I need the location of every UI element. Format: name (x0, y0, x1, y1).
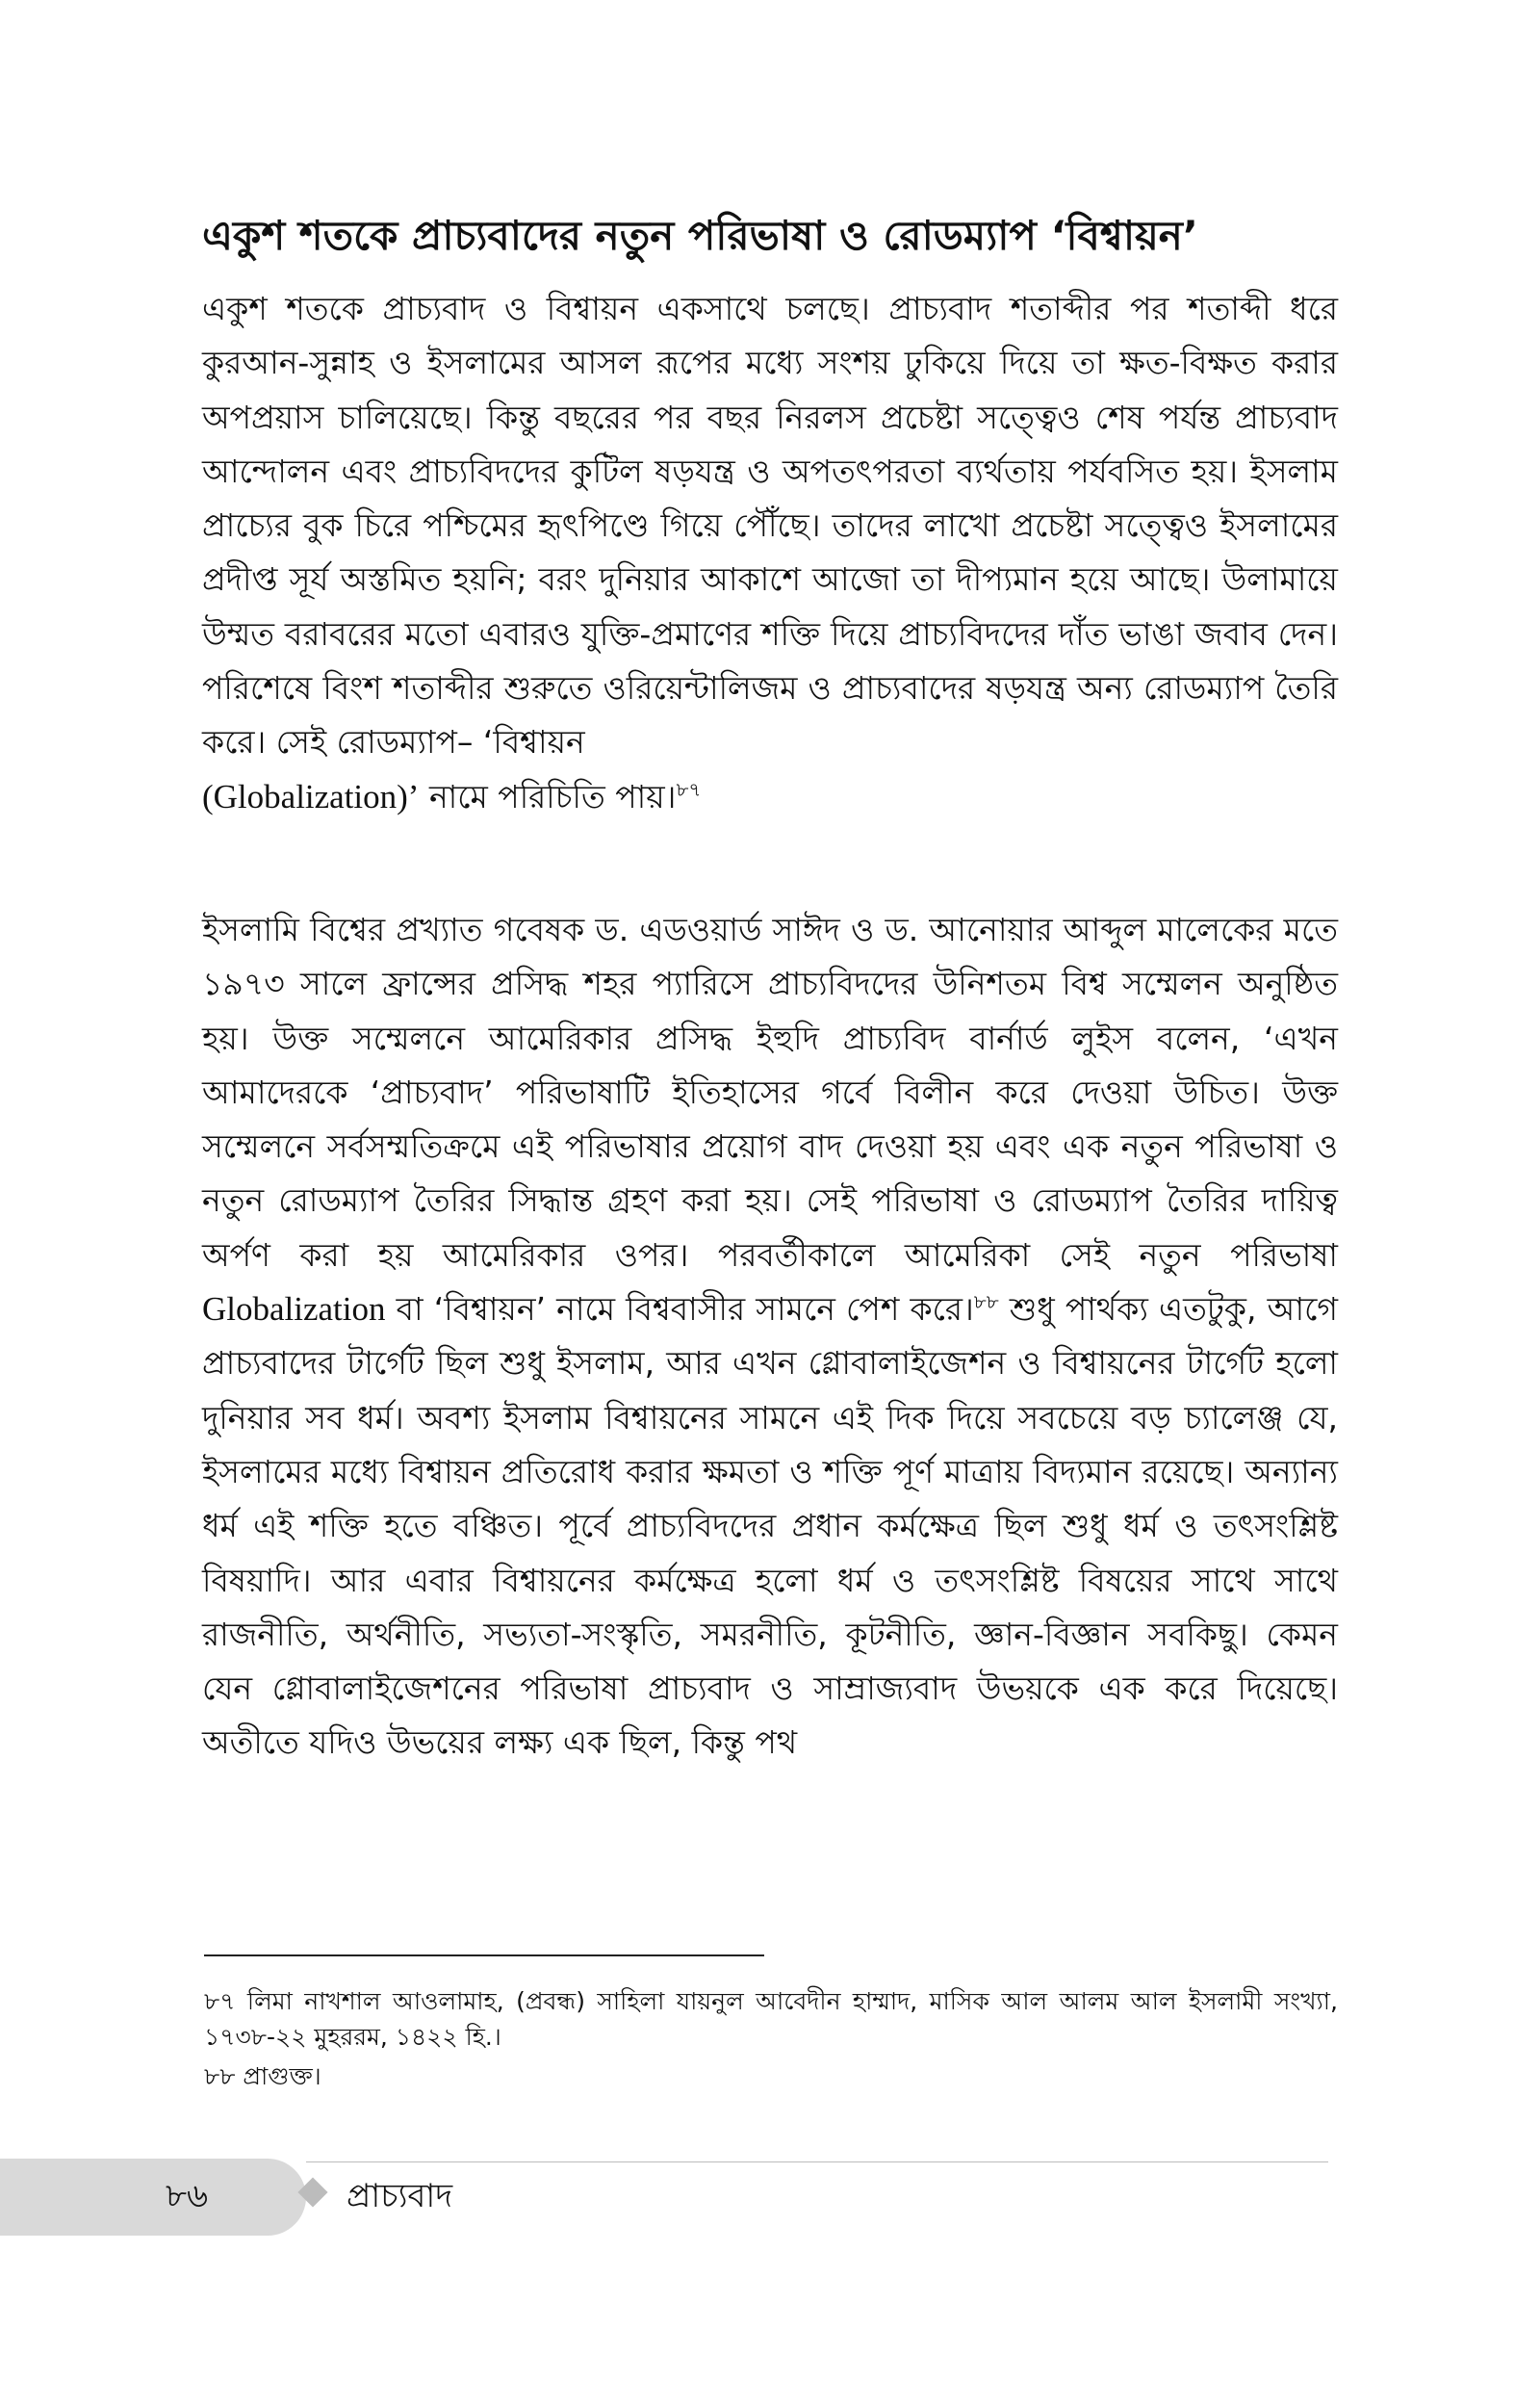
page-title: একুশ শতকে প্রাচ্যবাদের নতুন পরিভাষা ও রোডম্যাপ ‘বিশ্বায়ন’ (202, 212, 1198, 259)
paragraph-2-tail: শুধু পার্থক্য এতটুকু, আগে প্রাচ্যবাদের টার্গেট ছিল শুধু ইসলাম, আর এখন গ্লোবালাইজেশন ও বিশ্বায়নের টার্গেট হলো দুনিয়ার সব ধর্ম। অবশ্য ইসলাম বিশ্বায়নের সামনে এই দিক দিয়ে সবচেয়ে বড় চ্যালেঞ্জ যে, ইসলামের মধ্যে বিশ্বায়ন প্রতিরোধ করার ক্ষমতা ও শক্তি পূর্ণ মাত্রায় বিদ্যমান রয়েছে। অন্যান্য ধর্ম এই শক্তি হতে বঞ্চিত। পূর্বে প্রাচ্যবিদদের প্রধান কর্মক্ষেত্র ছিল শুধু ধর্ম ও তৎসংশ্লিষ্ট বিষয়াদি। আর এবার বিশ্বায়নের কর্মক্ষেত্র হলো ধর্ম ও তৎসংশ্লিষ্ট বিষয়ের সাথে সাথে রাজনীতি, অর্থনীতি, সভ্যতা-সংস্কৃতি, সমরনীতি, কূটনীতি, জ্ঞান-বিজ্ঞান সবকিছু। কেমন যেন গ্লোবালাইজেশনের পরিভাষা প্রাচ্যবাদ ও সাম্রাজ্যবাদ উভয়কে এক করে দিয়েছে। অতীতে যদিও উভয়ের লক্ষ্য এক ছিল, কিন্তু পথ (202, 1290, 1338, 1762)
footnotes (204, 1983, 1338, 2098)
paragraph-2-text: ইসলামি বিশ্বের প্রখ্যাত গবেষক ড. এডওয়ার্ড সাঈদ ও ড. আনোয়ার আব্দুল মালেকের মতে ১৯৭৩ সালে ফ্রান্সের প্রসিদ্ধ শহর প্যারিসে প্রাচ্যবিদদের উনিশতম বিশ্ব সম্মেলন অনুষ্ঠিত হয়। উক্ত সম্মেলনে আমেরিকার প্রসিদ্ধ ইহুদি প্রাচ্যবিদ বার্নার্ড লুইস বলেন, ‘এখন আমাদেরকে ‘প্রাচ্যবাদ’ পরিভাষাটি ইতিহাসের গর্বে বিলীন করে দেওয়া উচিত। উক্ত সম্মেলনে সর্বসম্মতিক্রমে এই পরিভাষার প্রয়োগ বাদ দেওয়া হয় এবং এক নতুন পরিভাষা ও নতুন রোডম্যাপ তৈরির সিদ্ধান্ত গ্রহণ করা হয়। সেই পরিভাষা ও রোডম্যাপ তৈরির দায়িত্ব অর্পণ করা হয় আমেরিকার ওপর। পরবর্তীকালে আমেরিকা সেই নতুন পরিভাষা (202, 911, 1338, 1274)
footnote-88: ৮৮ প্রাগুক্ত। (204, 2062, 321, 2090)
paragraph-1-tail: নামে পরিচিতি পায়। (419, 777, 677, 815)
footnote-reference-88: ৮৮ (973, 1290, 999, 1314)
footer-page-tab (0, 2159, 306, 2236)
running-title: প্রাচ্যবাদ (346, 2177, 453, 2215)
footer-rule (306, 2161, 1328, 2162)
paragraph-2-latin-term: Globalization (202, 1290, 386, 1329)
footnote-divider (204, 1954, 764, 1956)
paragraph-2-mid: বা ‘বিশ্বায়ন’ নামে বিশ্ববাসীর সামনে পেশ করে। (385, 1290, 974, 1329)
paragraph-1-latin-term: (Globalization)’ (202, 777, 420, 815)
page-number: ৮৬ (166, 2177, 209, 2215)
paragraph-1-text: একুশ শতকে প্রাচ্যবাদ ও বিশ্বায়ন একসাথে চলছে। প্রাচ্যবাদ শতাব্দীর পর শতাব্দী ধরে কুরআন-সুন্নাহ ও ইসলামের আসল রূপের মধ্যে সংশয় ঢুকিয়ে দিয়ে তা ক্ষত-বিক্ষত করার অপপ্রয়াস চালিয়েছে। কিন্তু বছরের পর বছর নিরলস প্রচেষ্টা সত্ত্বেও শেষ পর্যন্ত প্রাচ্যবাদ আন্দোলন এবং প্রাচ্যবিদদের কুটিল ষড়যন্ত্র ও অপতৎপরতা ব্যর্থতায় পর্যবসিত হয়। ইসলাম প্রাচ্যের বুক চিরে পশ্চিমের হৃৎপিণ্ডে গিয়ে পৌঁছে। তাদের লাখো প্রচেষ্টা সত্ত্বেও ইসলামের প্রদীপ্ত সূর্য অস্তমিত হয়নি; বরং দুনিয়ার আকাশে আজো তা দীপ্যমান হয়ে আছে। উলামায়ে উম্মত বরাবরের মতো এবারও যুক্তি-প্রমাণের শক্তি দিয়ে প্রাচ্যবিদদের দাঁত ভাঙা জবাব দেন। পরিশেষে বিংশ শতাব্দীর শুরুতে ওরিয়েন্টালিজম ও প্রাচ্যবাদের ষড়যন্ত্র অন্য রোডম্যাপ তৈরি করে। সেই রোডম্যাপ– ‘বিশ্বায়ন (202, 290, 1338, 762)
footnote-87: ৮৭ লিমা নাখশাল আওলামাহ, (প্রবন্ধ) সাহিলা যায়নুল আবেদীন হাম্মাদ, মাসিক আল আলম আল ইসলামী সংখ্যা, ১৭৩৮-২২ মুহররম, ১৪২২ হি.। (204, 1987, 1338, 2051)
body-paragraph-2 (202, 903, 1338, 1771)
body-paragraph-1 (202, 282, 1338, 824)
footnote-reference-87: ৮৭ (676, 777, 702, 801)
